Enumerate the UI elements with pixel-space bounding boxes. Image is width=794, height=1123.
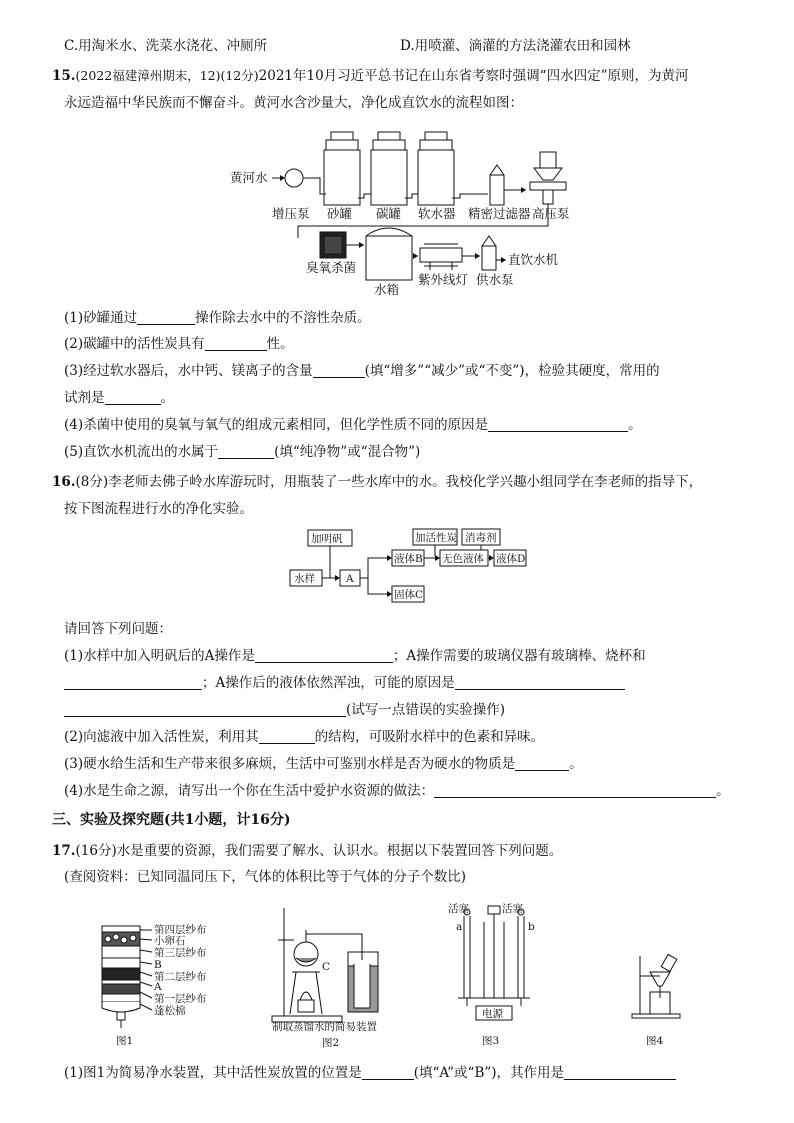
figure-1-simple-water-purifier: [96, 918, 226, 1048]
figure-3-electrolysis-apparatus: [444, 902, 544, 1050]
answer-blank[interactable]: [64, 702, 346, 717]
figure-4-caption: 图4: [646, 1035, 664, 1047]
label-valve-left: 活塞: [448, 903, 469, 915]
q15-part3-cont: 试剂是 。: [64, 390, 174, 406]
label-c: C: [322, 961, 331, 973]
label-yellow-river-water: 黄河水: [230, 170, 268, 185]
q16-part3: (3)硬水给生活和生产带来很多麻烦，生活中可鉴别水样是否为硬水的物质是 。: [64, 756, 583, 772]
answer-blank[interactable]: [255, 648, 393, 663]
water-tank-icon: [366, 228, 412, 280]
q16-stem-line2: 按下图流程进行水的净化实验。: [64, 501, 253, 517]
booster-pump-icon: [285, 169, 303, 187]
q14-option-d: D.用喷灌、滴灌的方法浇灌农田和园林: [400, 38, 631, 54]
section-3-heading: 三、实验及探究题(共1小题，计16分): [52, 812, 291, 828]
answer-blank[interactable]: [105, 390, 161, 405]
answer-blank[interactable]: [137, 310, 195, 325]
q15-part5: (5)直饮水机流出的水属于 (填“纯净物”或“混合物”): [64, 444, 421, 460]
supply-pump-icon: [482, 236, 496, 270]
q15-part2: (2)碳罐中的活性炭具有 性。: [64, 336, 294, 352]
q17-part1: (1)图1为简易净水装置，其中活性炭放置的位置是 (填“A”或“B”)，其作用是: [64, 1064, 676, 1082]
q15-number: 15.: [52, 68, 76, 84]
label-water-sample: 水样: [294, 573, 315, 585]
answer-blank[interactable]: [64, 675, 202, 690]
answer-blank[interactable]: [455, 675, 625, 690]
label-add-carbon: 加活性炭: [415, 532, 457, 544]
label-high-pressure-pump: 高压泵: [532, 206, 570, 221]
answer-blank[interactable]: [218, 444, 274, 459]
q16-part1-cont2: (试写一点错误的实验操作): [64, 701, 505, 719]
q17-note: (查阅资料：已知同温同压下，气体的体积比等于气体的分子个数比): [64, 869, 467, 885]
label-booster-pump: 增压泵: [272, 206, 310, 221]
softener-icon: [418, 132, 454, 205]
answer-blank[interactable]: [205, 336, 267, 351]
figure-4-filtration-apparatus: [630, 952, 690, 1048]
q15-part4: (4)杀菌中使用的臭氧与氧气的组成元素相同，但化学性质不同的原因是 。: [64, 417, 642, 433]
label-softener: 软水器: [418, 206, 456, 221]
label-carbon-tank: 碳罐: [376, 206, 402, 221]
label-disinfectant: 消毒剂: [465, 532, 497, 544]
figure-2-label: 制取蒸馏水的简易装置: [272, 1021, 377, 1033]
q16-purification-flow-diagram: [286, 528, 536, 604]
label-tube-b: b: [528, 921, 535, 933]
label-layer3: 第三层纱布: [154, 947, 207, 959]
q15-stem-line1: 15.(2022福建漳州期末，12)(12分)2021年10月习近平总书记在山东省考察时强调“四水四定”原则，为黄河: [52, 68, 689, 84]
q15-stem-line2: 永远造福中华民族而不懈奋斗。黄河水含沙量大，净化成直饮水的流程如图：: [64, 95, 523, 111]
q16-number: 16.: [52, 474, 76, 490]
label-cotton: 蓬松棉: [154, 1005, 186, 1017]
answer-blank[interactable]: [515, 756, 569, 771]
label-supply-pump: 供水泵: [476, 272, 514, 287]
q17-number: 17.: [52, 843, 76, 859]
q15-part1: (1)砂罐通过 操作除去水中的不溶性杂质。: [64, 310, 371, 326]
answer-blank[interactable]: [362, 1065, 414, 1080]
answer-blank[interactable]: [434, 783, 716, 798]
label-precision-filter: 精密过滤器: [468, 206, 531, 221]
label-add-alum: 加明矾: [311, 533, 343, 545]
figure-2-caption: 图2: [322, 1037, 340, 1048]
q15-part3: (3)经过软水器后，水中钙、镁离子的含量 (填“增多”“减少”或“不变”)，检验其硬度，常用的: [64, 363, 660, 379]
label-a: A: [346, 573, 354, 585]
label-a: A: [154, 981, 162, 993]
answer-blank[interactable]: [488, 417, 628, 432]
label-ozone: 臭氧杀菌: [306, 260, 357, 275]
label-liquid-b: 液体B: [394, 553, 423, 565]
label-layer4: 第四层纱布: [154, 924, 207, 936]
q16-part4: (4)水是生命之源，请写出一个你在生活中爱护水资源的做法： 。: [64, 783, 730, 799]
sand-tank-icon: [324, 132, 360, 205]
q15-purification-flow-diagram: [228, 120, 588, 298]
label-b: B: [154, 959, 162, 971]
label-drinking-machine: 直饮水机: [508, 252, 559, 267]
label-colorless-liquid: 无色液体: [442, 553, 484, 565]
q15-source: (2022福建漳州期末，12)(12分): [75, 68, 259, 83]
label-pebble: 小卵石: [154, 935, 186, 947]
precision-filter-icon: [490, 165, 504, 205]
figure-1-caption: 图1: [116, 1035, 134, 1047]
high-pressure-pump-icon: [530, 152, 566, 204]
label-liquid-d: 液体D: [496, 553, 526, 565]
label-layer1: 第一层纱布: [154, 993, 207, 1005]
answer-blank[interactable]: [564, 1065, 676, 1080]
label-uv-lamp: 紫外线灯: [418, 272, 469, 287]
label-power-source: 电源: [482, 1008, 503, 1020]
label-layer2: 第二层纱布: [154, 971, 207, 983]
label-valve-right: 活塞: [502, 903, 523, 915]
q16-intro: 请回答下列问题：: [64, 621, 172, 637]
label-water-tank: 水箱: [374, 282, 400, 297]
q14-option-c: C.用淘米水、洗菜水浇花、冲厕所: [64, 38, 268, 54]
answer-blank[interactable]: [313, 363, 365, 378]
q16-part2: (2)向滤液中加入活性炭，利用其 的结构，可吸附水样中的色素和异味。: [64, 729, 545, 745]
figure-2-distillation-apparatus: [266, 904, 406, 1048]
label-tube-a: a: [456, 921, 463, 933]
uv-lamp-icon: [420, 244, 462, 270]
q16-part1-cont: ；A操作后的液体依然浑浊，可能的原因是: [64, 674, 625, 692]
q16-part1: (1)水样中加入明矾后的A操作是 ；A操作需要的玻璃仪器有玻璃棒、烧杯和: [64, 648, 646, 664]
q16-stem-line1: 16.(8分)李老师去佛子岭水库游玩时，用瓶装了一些水库中的水。我校化学兴趣小组同学在李老师的指导下，: [52, 474, 703, 490]
label-solid-c: 固体C: [394, 589, 424, 601]
figure-3-caption: 图3: [482, 1035, 500, 1047]
label-sand-tank: 砂罐: [327, 206, 353, 221]
carbon-tank-icon: [371, 132, 407, 205]
answer-blank[interactable]: [259, 729, 315, 744]
q17-stem: 17.(16分)水是重要的资源，我们需要了解水、认识水。根据以下装置回答下列问题。: [52, 843, 563, 859]
